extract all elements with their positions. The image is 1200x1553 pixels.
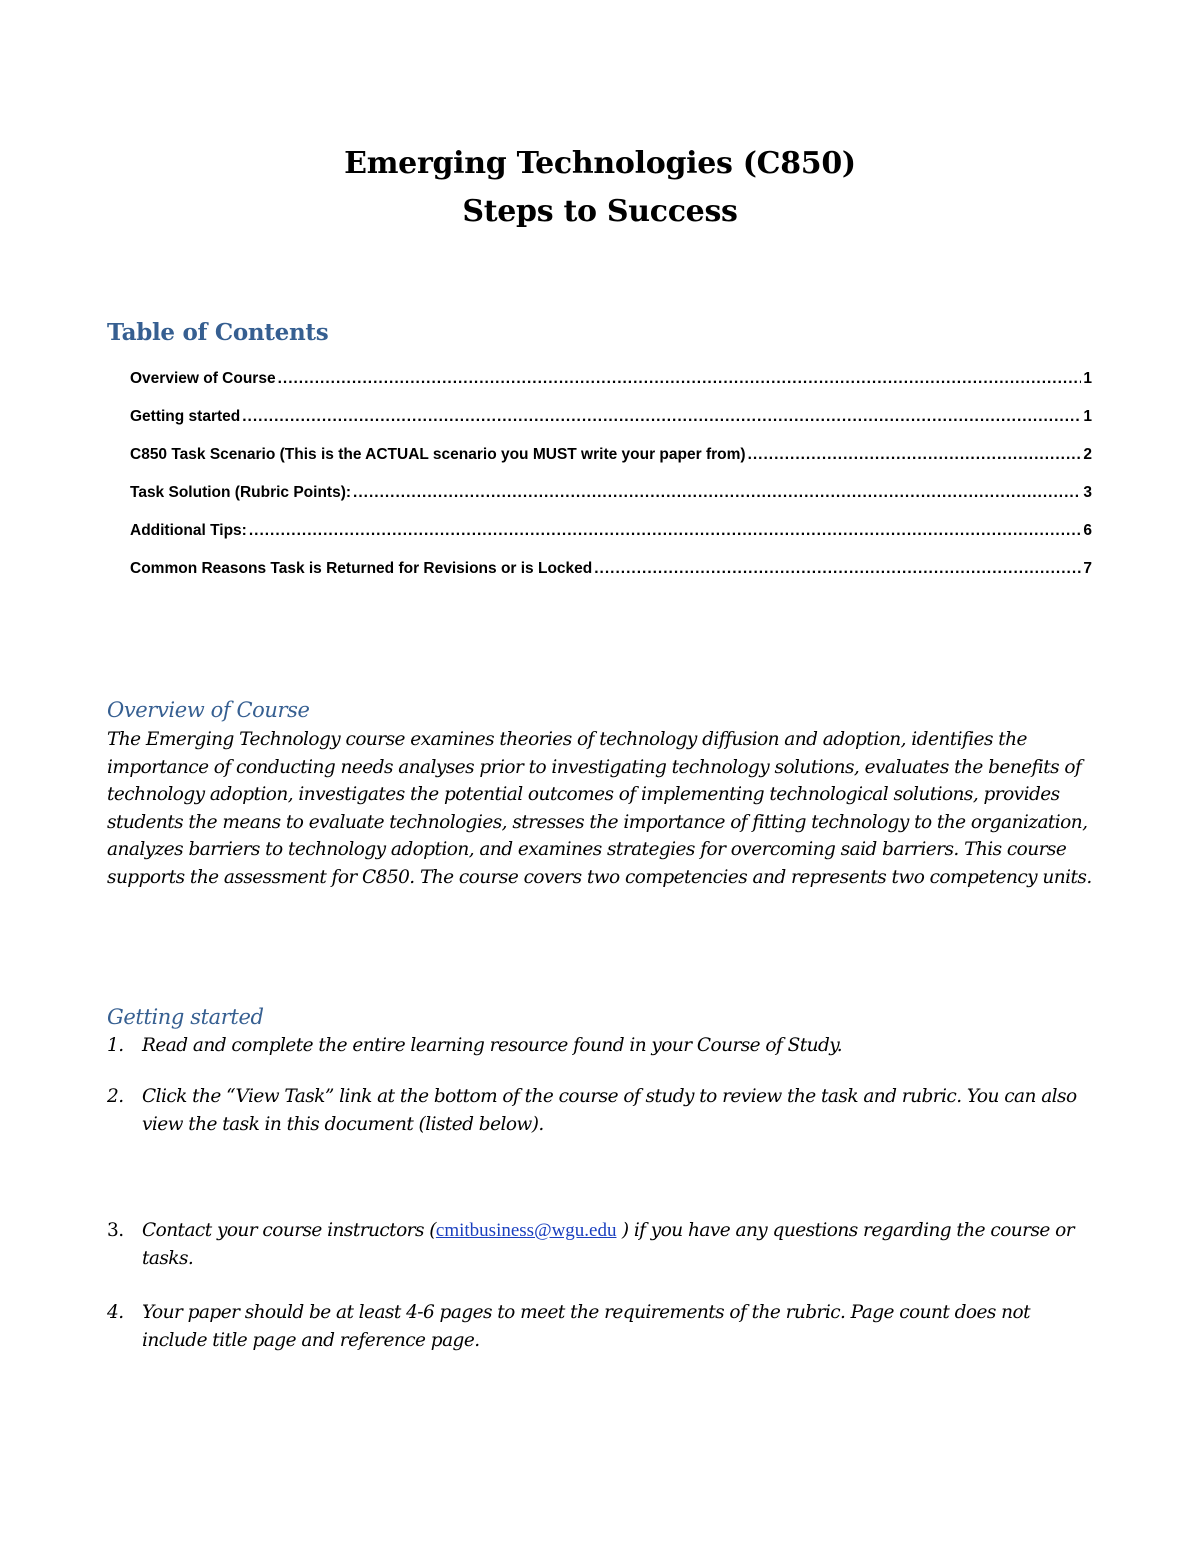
toc-dot-leader [353,480,1081,506]
toc-entry-label: Task Solution (Rubric Points): [130,484,352,501]
toc-entry-overview[interactable] [130,366,1092,404]
toc-heading: Table of Contents [107,319,329,346]
toc-entry-page: 1 [1083,370,1092,387]
step-text-before-link: Contact your course instructors ( [142,1220,436,1241]
toc-entry-getting-started[interactable] [130,404,1092,442]
toc-entry-label: Additional Tips: [130,522,247,539]
table-of-contents [130,366,1092,594]
overview-paragraph: The Emerging Technology course examines theories of technology diffusion and adoption, identifies the importance of conducting needs analyses prior to investigating technology solutions, evaluates the benefits of technology adoption, investigates the potential outcomes of implementing technological solutions, provides students the means to evaluate technologies, stresses the importance of fitting technology to the organization, analyzes barriers to technology adoption, and examines strategies for overcoming said barriers. This course supports the assessment for C850. The course covers two competencies and represents two competency units. [107,729,1092,888]
step-number: 1. [107,1035,124,1056]
toc-entry-page: 1 [1083,408,1092,425]
toc-entry-additional-tips[interactable] [130,518,1092,556]
toc-entry-task-scenario[interactable] [130,442,1092,480]
toc-dot-leader [594,556,1081,582]
step-item [107,1299,1097,1354]
toc-dot-leader [278,366,1082,392]
step-item [107,1083,1097,1138]
toc-entry-page: 6 [1083,522,1092,539]
step-number: 2. [107,1086,124,1107]
toc-dot-leader [242,404,1081,430]
getting-started-heading: Getting started [107,1005,264,1029]
step-text: Read and complete the entire learning resource found in your Course of Study. [142,1035,843,1056]
toc-entry-label: Common Reasons Task is Returned for Revisions or is Locked [130,560,593,577]
toc-entry-page: 2 [1083,446,1092,463]
instructor-email-link[interactable]: cmitbusiness@wgu.edu [435,1220,617,1241]
step-text-after-link: ) if you have any questions regarding the course or tasks. [142,1220,1075,1269]
toc-entry-page: 7 [1083,560,1092,577]
toc-dot-leader [249,518,1082,544]
step-item [107,1032,1097,1060]
step-number: 4. [107,1302,124,1323]
toc-entry-page: 3 [1083,484,1092,501]
step-text: Click the “View Task” link at the bottom of the course of study to review the task and rubric. You can also view the task in this document (listed below). [142,1086,1077,1135]
step-text [142,1217,1097,1272]
step-text: Your paper should be at least 4-6 pages to meet the requirements of the rubric. Page count does not include title page and reference page. [142,1302,1030,1351]
step-number: 3. [107,1220,124,1241]
step-item [107,1217,1097,1272]
overview-heading: Overview of Course [107,698,310,722]
toc-entry-label: Overview of Course [130,370,276,387]
document-subtitle: Steps to Success [462,194,738,229]
toc-entry-label: Getting started [130,408,241,425]
toc-dot-leader [748,442,1082,468]
document-title: Emerging Technologies (C850) [344,146,856,181]
toc-entry-label: C850 Task Scenario (This is the ACTUAL scenario you MUST write your paper from) [130,446,746,463]
toc-entry-common-reasons[interactable] [130,556,1092,594]
toc-entry-task-solution[interactable] [130,480,1092,518]
